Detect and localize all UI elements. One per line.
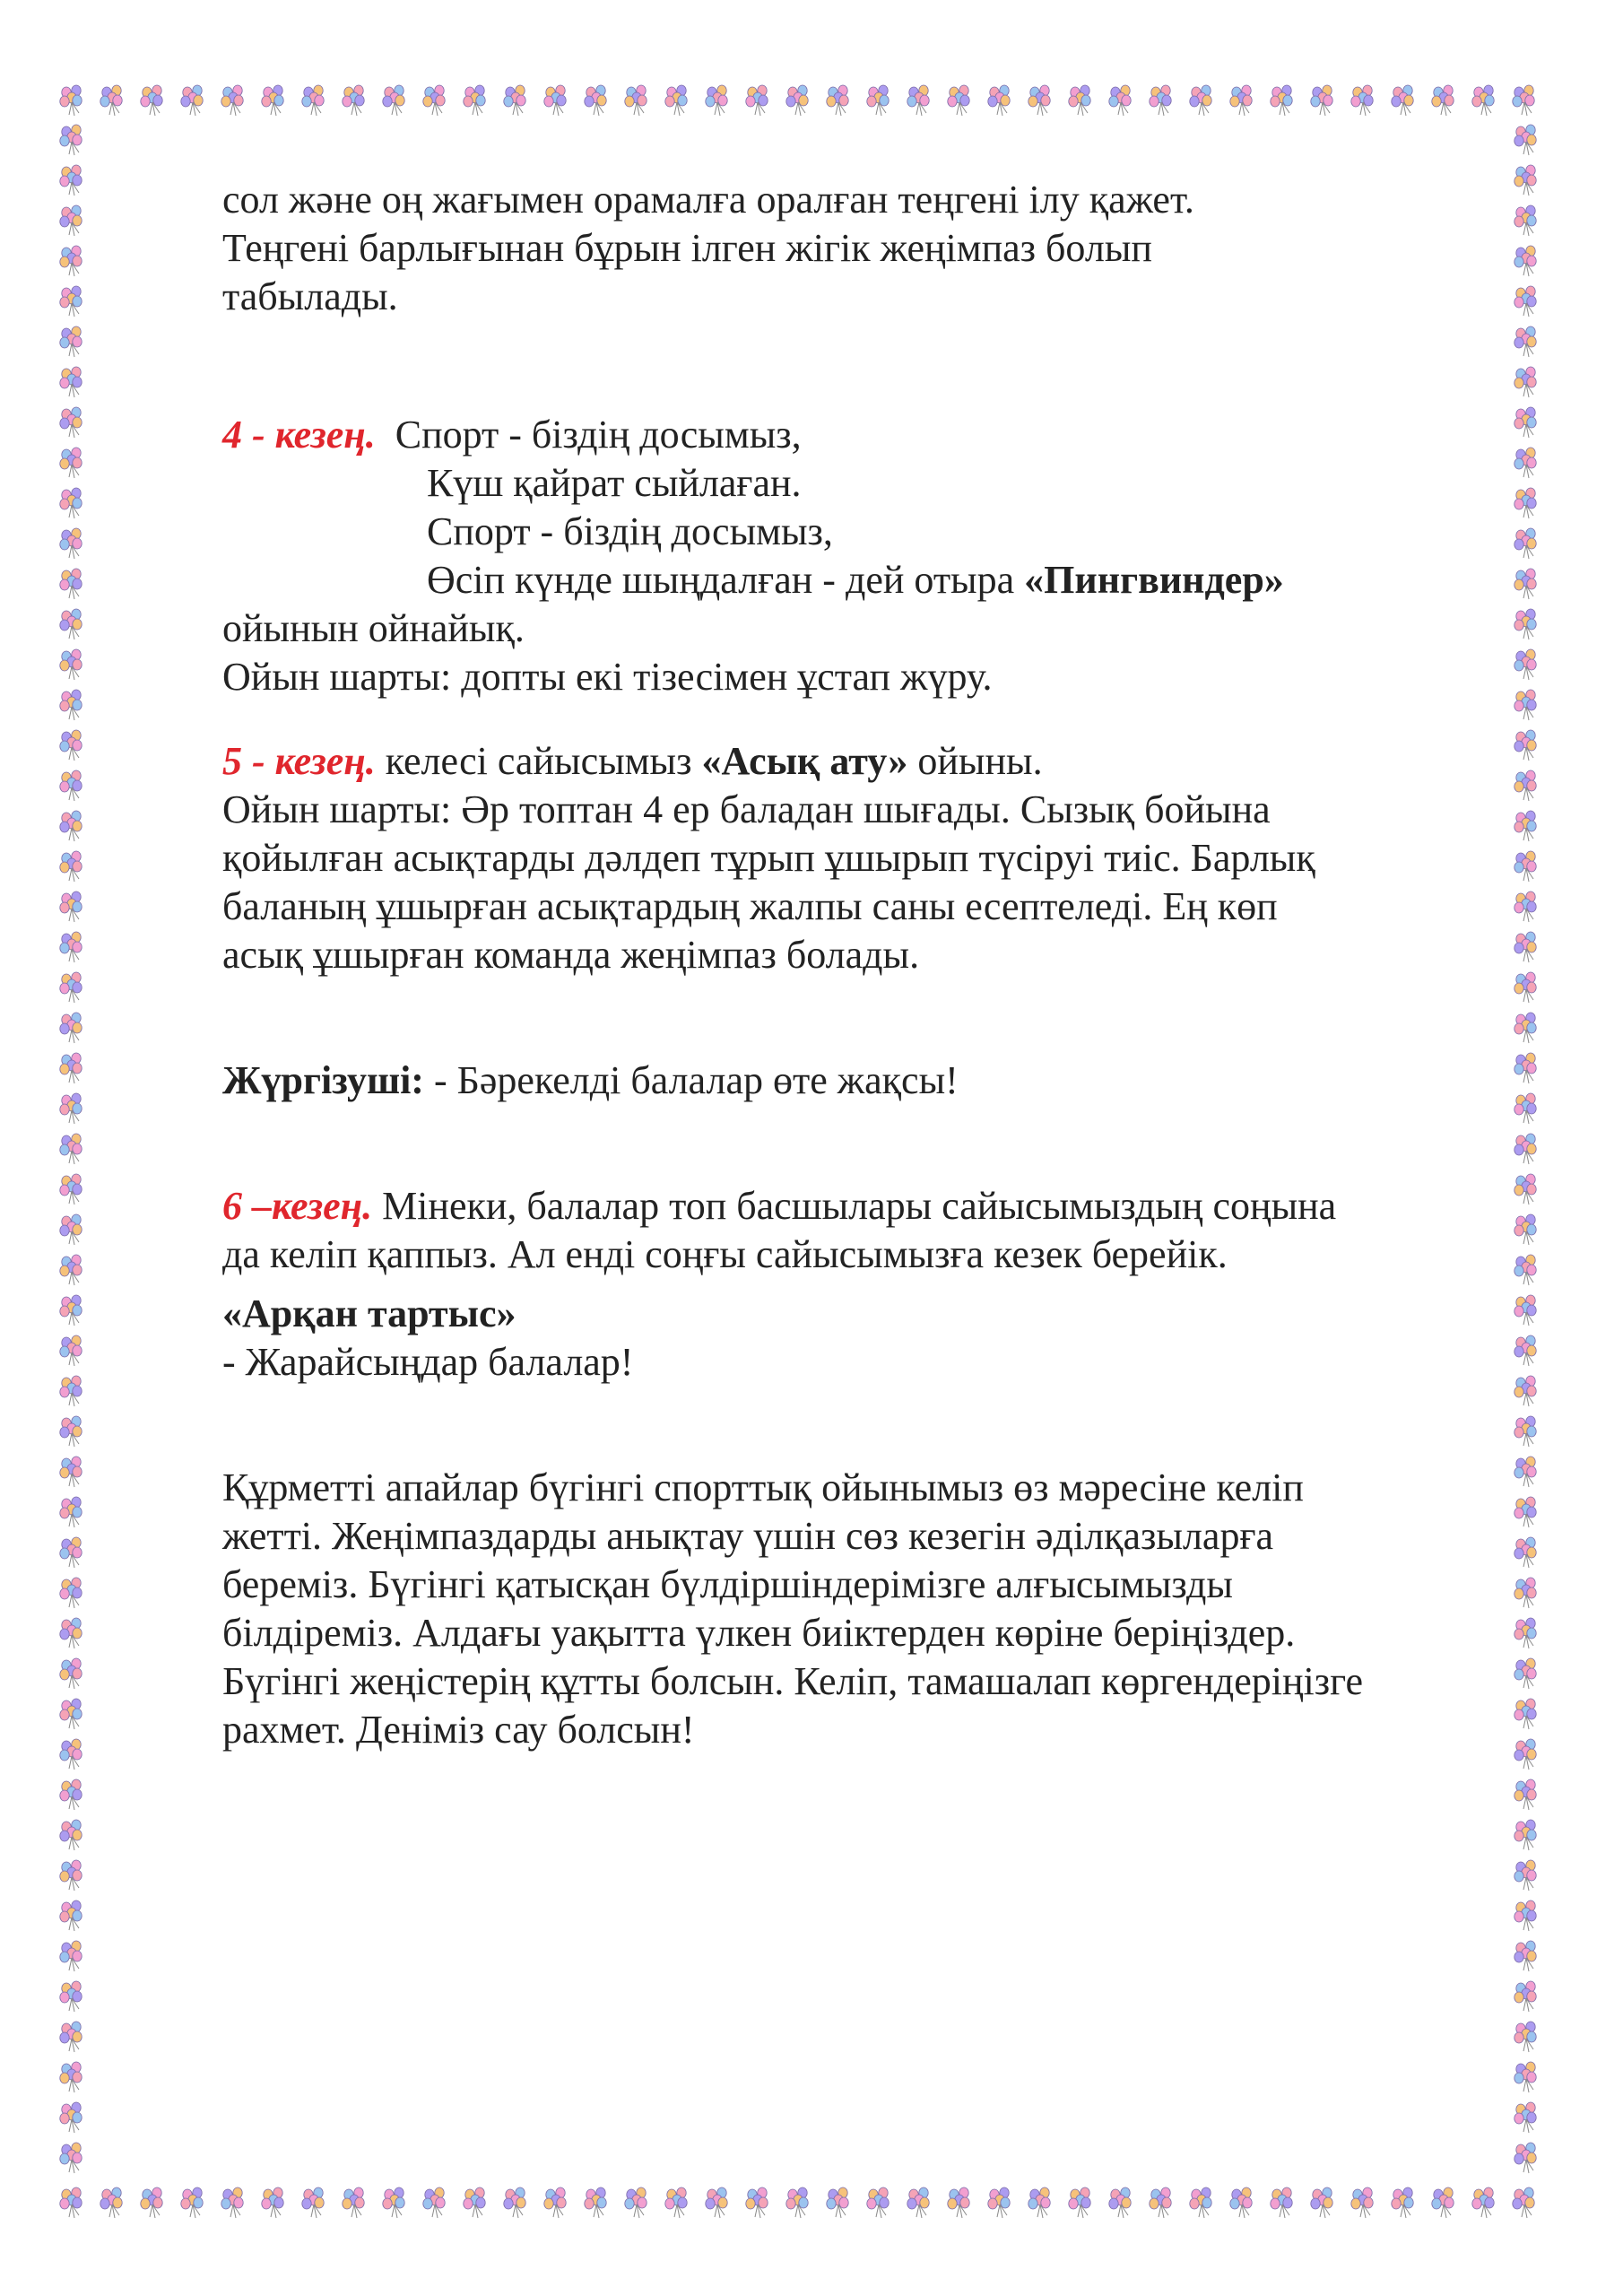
balloon-bunch-icon	[60, 2022, 82, 2052]
balloon-bunch-icon	[1515, 528, 1536, 559]
host-label: Жүргізуші:	[222, 1058, 424, 1102]
closing-line: рахмет. Деніміз сау болсын!	[222, 1708, 695, 1752]
balloon-bunch-icon	[665, 85, 687, 116]
balloon-bunch-icon	[60, 649, 82, 680]
balloon-bunch-icon	[60, 326, 82, 357]
balloon-bunch-icon	[706, 2187, 727, 2218]
balloon-bunch-icon	[544, 85, 566, 116]
balloon-bunch-icon	[60, 1376, 82, 1406]
balloon-bunch-icon	[1515, 1416, 1536, 1447]
balloon-bunch-icon	[60, 1053, 82, 1083]
balloon-bunch-icon	[1028, 85, 1050, 116]
balloon-bunch-icon	[544, 2187, 566, 2218]
balloon-bunch-icon	[60, 1013, 82, 1043]
balloon-bunch-icon	[1230, 85, 1252, 116]
balloon-bunch-icon	[786, 2187, 808, 2218]
stage-6-reply: - Жарайсыңдар балалар!	[222, 1340, 634, 1384]
balloon-bunch-icon	[141, 85, 162, 116]
border-bottom	[52, 2181, 1546, 2221]
intro-paragraph	[222, 176, 1496, 321]
balloon-bunch-icon	[60, 1779, 82, 1810]
balloon-bunch-icon	[585, 2187, 606, 2218]
stage-6-heading-line	[222, 1182, 1496, 1231]
balloon-bunch-icon	[423, 2187, 445, 2218]
border-top	[52, 79, 1546, 118]
balloon-bunch-icon	[1028, 2187, 1050, 2218]
balloon-bunch-icon	[1515, 690, 1536, 720]
balloon-bunch-icon	[423, 85, 445, 116]
balloon-bunch-icon	[60, 2102, 82, 2133]
balloon-bunch-icon	[504, 2187, 525, 2218]
balloon-bunch-icon	[1432, 85, 1454, 116]
balloon-bunch-icon	[1069, 2187, 1090, 2218]
balloon-bunch-icon	[60, 1457, 82, 1487]
balloon-bunch-icon	[1432, 2187, 1454, 2218]
balloon-bunch-icon	[1515, 1335, 1536, 1366]
balloon-bunch-icon	[60, 1900, 82, 1931]
stage-4-verse-line	[222, 411, 1496, 459]
stage-5-rules-line: қойылған асықтарды дәлдеп тұрып ұшырып түсіруі тиіс. Барлық	[222, 836, 1315, 880]
balloon-bunch-icon	[60, 1255, 82, 1285]
balloon-bunch-icon	[786, 85, 808, 116]
balloon-bunch-icon	[1515, 1900, 1536, 1931]
balloon-bunch-icon	[1515, 1053, 1536, 1083]
balloon-bunch-icon	[1515, 569, 1536, 599]
balloon-bunch-icon	[1351, 2187, 1373, 2218]
balloon-bunch-icon	[746, 85, 768, 116]
balloon-bunch-icon	[60, 1497, 82, 1527]
balloon-bunch-icon	[1515, 770, 1536, 801]
stage-5-rules-line: баланың ұшырған асықтардың жалпы саны есептеледі. Ең көп	[222, 884, 1278, 928]
balloon-bunch-icon	[1515, 2062, 1536, 2092]
balloon-bunch-icon	[141, 2187, 162, 2218]
balloon-bunch-icon	[1109, 85, 1131, 116]
balloon-bunch-icon	[706, 85, 727, 116]
balloon-bunch-icon	[1515, 1820, 1536, 1850]
balloon-bunch-icon	[1311, 85, 1332, 116]
balloon-bunch-icon	[1515, 1941, 1536, 1971]
host-text: - Бәрекелді балалар өте жақсы!	[423, 1058, 959, 1102]
host-line	[222, 1057, 1496, 1105]
balloon-bunch-icon	[60, 448, 82, 478]
balloon-bunch-icon	[60, 1214, 82, 1245]
balloon-bunch-icon	[1515, 488, 1536, 518]
balloon-bunch-icon	[100, 85, 122, 116]
balloon-bunch-icon	[907, 85, 929, 116]
balloon-bunch-icon	[60, 1093, 82, 1124]
balloon-bunch-icon	[60, 407, 82, 438]
balloon-bunch-icon	[60, 125, 82, 155]
game-name: «Пингвиндер»	[1024, 558, 1284, 602]
balloon-bunch-icon	[1515, 972, 1536, 1003]
balloon-bunch-icon	[1392, 2187, 1413, 2218]
balloon-bunch-icon	[60, 1134, 82, 1164]
balloon-bunch-icon	[948, 85, 969, 116]
balloon-bunch-icon	[1472, 2187, 1494, 2218]
balloon-bunch-icon	[1069, 85, 1090, 116]
closing-paragraph	[222, 1464, 1496, 1754]
game-name: «Асық ату»	[701, 739, 908, 783]
balloon-bunch-icon	[221, 85, 243, 116]
balloon-bunch-icon	[1515, 1981, 1536, 2012]
balloon-bunch-icon	[383, 85, 404, 116]
balloon-bunch-icon	[60, 286, 82, 317]
stage-5-intro: келесі сайысымыз	[375, 739, 702, 783]
balloon-bunch-icon	[867, 85, 889, 116]
stage-6-label: 6 –кезең.	[222, 1184, 373, 1228]
balloon-bunch-icon	[1351, 85, 1373, 116]
balloon-bunch-icon	[1515, 246, 1536, 276]
balloon-bunch-icon	[1230, 2187, 1252, 2218]
balloon-bunch-icon	[1515, 932, 1536, 962]
stage-5-rules-line: асық ұшырған команда жеңімпаз болады.	[222, 933, 920, 977]
closing-line: Құрметті апайлар бүгінгі спорттық ойынымыз өз мәресіне келіп	[222, 1465, 1304, 1509]
balloon-bunch-icon	[1515, 1497, 1536, 1527]
balloon-bunch-icon	[60, 1860, 82, 1891]
balloon-bunch-icon	[1515, 2143, 1536, 2173]
balloon-bunch-icon	[1515, 1214, 1536, 1245]
balloon-bunch-icon	[1515, 286, 1536, 317]
balloon-bunch-icon	[60, 2062, 82, 2092]
balloon-bunch-icon	[746, 2187, 768, 2218]
balloon-bunch-icon	[1515, 407, 1536, 438]
intro-line: сол және оң жағымен орамалға оралған теңгені ілу қажет.	[222, 178, 1194, 222]
balloon-bunch-icon	[60, 1578, 82, 1608]
balloon-bunch-icon	[1515, 2102, 1536, 2133]
balloon-border-top-icon	[52, 79, 1546, 118]
balloon-bunch-icon	[1392, 85, 1413, 116]
verse-text: Өсіп күнде шыңдалған - дей отыра	[427, 558, 1025, 602]
stage-5-intro: ойыны.	[907, 739, 1043, 783]
verse-text: Спорт - біздің досымыз,	[395, 413, 802, 457]
balloon-bunch-icon	[1472, 85, 1494, 116]
balloon-bunch-icon	[60, 730, 82, 761]
balloon-bunch-icon	[60, 1618, 82, 1648]
balloon-bunch-icon	[181, 85, 203, 116]
balloon-bunch-icon	[1515, 1457, 1536, 1487]
balloon-bunch-icon	[383, 2187, 404, 2218]
balloon-bunch-icon	[1515, 1779, 1536, 1810]
balloon-bunch-icon	[1311, 2187, 1332, 2218]
balloon-bunch-icon	[504, 85, 525, 116]
balloon-bunch-icon	[1515, 1618, 1536, 1648]
verse-line-with-game	[222, 556, 1496, 604]
balloon-bunch-icon	[60, 609, 82, 639]
document-body	[222, 176, 1496, 1754]
balloon-bunch-icon	[1515, 165, 1536, 196]
balloon-bunch-icon	[1515, 1255, 1536, 1285]
balloon-bunch-icon	[1515, 1295, 1536, 1326]
balloon-bunch-icon	[60, 528, 82, 559]
stage-5-heading-line	[222, 737, 1496, 786]
balloon-bunch-icon	[60, 851, 82, 882]
balloon-bunch-icon	[1515, 1699, 1536, 1729]
intro-line: Теңгені барлығынан бұрын ілген жігік жеңімпаз болып	[222, 226, 1152, 270]
balloon-bunch-icon	[60, 811, 82, 841]
balloon-bunch-icon	[1515, 891, 1536, 922]
balloon-bunch-icon	[60, 1981, 82, 2012]
verse-text: Спорт - біздің досымыз,	[427, 509, 833, 553]
balloon-bunch-icon	[1515, 730, 1536, 761]
balloon-bunch-icon	[1515, 649, 1536, 680]
border-left	[52, 79, 91, 2221]
balloon-bunch-icon	[60, 690, 82, 720]
balloon-bunch-icon	[1515, 1860, 1536, 1891]
balloon-bunch-icon	[1515, 609, 1536, 639]
balloon-bunch-icon	[60, 1174, 82, 1205]
balloon-bunch-icon	[60, 1658, 82, 1689]
balloon-bunch-icon	[1515, 326, 1536, 357]
balloon-bunch-icon	[585, 85, 606, 116]
balloon-bunch-icon	[827, 85, 848, 116]
balloon-bunch-icon	[464, 85, 485, 116]
intro-line: табылады.	[222, 274, 398, 318]
balloon-bunch-icon	[60, 1416, 82, 1447]
stage-6-section	[222, 1182, 1496, 1387]
balloon-bunch-icon	[1515, 1578, 1536, 1608]
balloon-bunch-icon	[1515, 1376, 1536, 1406]
balloon-bunch-icon	[625, 2187, 647, 2218]
balloon-bunch-icon	[100, 2187, 122, 2218]
balloon-bunch-icon	[827, 2187, 848, 2218]
balloon-bunch-icon	[60, 1537, 82, 1568]
balloon-bunch-icon	[1515, 1013, 1536, 1043]
balloon-bunch-icon	[1271, 2187, 1292, 2218]
balloon-bunch-icon	[60, 770, 82, 801]
balloon-bunch-icon	[60, 1335, 82, 1366]
balloon-bunch-icon	[665, 2187, 687, 2218]
balloon-bunch-icon	[1515, 851, 1536, 882]
balloon-bunch-icon	[1515, 1093, 1536, 1124]
balloon-bunch-icon	[1515, 367, 1536, 397]
balloon-bunch-icon	[60, 2143, 82, 2173]
balloon-bunch-icon	[60, 891, 82, 922]
balloon-bunch-icon	[60, 1941, 82, 1971]
balloon-bunch-icon	[302, 2187, 324, 2218]
balloon-bunch-icon	[60, 1295, 82, 1326]
stage-4-label: 4 - кезең.	[222, 413, 376, 457]
stage-5-section	[222, 737, 1496, 979]
stage-4-section	[222, 411, 1496, 701]
game-name: «Арқан тартыс»	[222, 1292, 516, 1335]
balloon-bunch-icon	[1190, 85, 1211, 116]
stage-6-line: да келіп қаппыз. Ал енді соңғы сайысымызға кезек берейік.	[222, 1232, 1228, 1276]
balloon-bunch-icon	[1515, 1537, 1536, 1568]
stage-5-label: 5 - кезең.	[222, 739, 376, 783]
balloon-border-bottom-icon	[52, 2181, 1546, 2221]
balloon-bunch-icon	[262, 85, 283, 116]
balloon-bunch-icon	[60, 246, 82, 276]
balloon-bunch-icon	[1515, 1658, 1536, 1689]
balloon-bunch-icon	[1271, 85, 1292, 116]
stage-4-rules: Ойын шарты: допты екі тізесімен ұстап жүру.	[222, 655, 993, 699]
balloon-bunch-icon	[262, 2187, 283, 2218]
balloon-bunch-icon	[343, 2187, 364, 2218]
closing-line: білдіреміз. Алдағы уақытта үлкен биіктерден көріне беріңіздер.	[222, 1611, 1296, 1655]
verse-text: Күш қайрат сыйлаған.	[427, 461, 802, 505]
stage-4-line: ойынын ойнайық.	[222, 606, 525, 650]
balloon-bunch-icon	[1515, 1134, 1536, 1164]
balloon-bunch-icon	[1515, 1739, 1536, 1770]
balloon-bunch-icon	[1109, 2187, 1131, 2218]
balloon-bunch-icon	[1515, 2022, 1536, 2052]
balloon-bunch-icon	[1515, 811, 1536, 841]
balloon-bunch-icon	[867, 2187, 889, 2218]
balloon-bunch-icon	[302, 85, 324, 116]
closing-line: береміз. Бүгінгі қатысқан бүлдіршіндерімізге алғысымызды	[222, 1562, 1233, 1606]
balloon-bunch-icon	[1150, 2187, 1171, 2218]
balloon-bunch-icon	[948, 2187, 969, 2218]
balloon-bunch-icon	[988, 85, 1010, 116]
balloon-border-right-icon	[1506, 79, 1546, 2221]
balloon-bunch-icon	[464, 2187, 485, 2218]
balloon-bunch-icon	[1515, 1174, 1536, 1205]
balloon-bunch-icon	[1150, 85, 1171, 116]
balloon-bunch-icon	[60, 1739, 82, 1770]
balloon-bunch-icon	[60, 932, 82, 962]
balloon-bunch-icon	[60, 165, 82, 196]
stage-6-text: Мінеки, балалар топ басшылары сайысымыздың соңына	[372, 1184, 1337, 1228]
balloon-bunch-icon	[343, 85, 364, 116]
balloon-bunch-icon	[60, 367, 82, 397]
balloon-bunch-icon	[1190, 2187, 1211, 2218]
balloon-bunch-icon	[60, 569, 82, 599]
balloon-bunch-icon	[60, 205, 82, 236]
stage-5-rules-line: Ойын шарты: Әр топтан 4 ер баладан шығады. Сызық бойына	[222, 787, 1271, 831]
balloon-bunch-icon	[181, 2187, 203, 2218]
closing-line: жетті. Жеңімпаздарды анықтау үшін сөз кезегін әділқазыларға	[222, 1514, 1274, 1558]
balloon-bunch-icon	[907, 2187, 929, 2218]
balloon-bunch-icon	[1515, 125, 1536, 155]
host-section	[222, 1057, 1496, 1105]
balloon-border-left-icon	[52, 79, 91, 2221]
balloon-bunch-icon	[60, 488, 82, 518]
closing-line: Бүгінгі жеңістерің құтты болсын. Келіп, тамашалап көргендеріңізге	[222, 1659, 1364, 1703]
balloon-bunch-icon	[988, 2187, 1010, 2218]
balloon-bunch-icon	[625, 85, 647, 116]
balloon-bunch-icon	[1515, 448, 1536, 478]
border-right	[1506, 79, 1546, 2221]
balloon-bunch-icon	[1515, 205, 1536, 236]
balloon-bunch-icon	[221, 2187, 243, 2218]
balloon-bunch-icon	[60, 972, 82, 1003]
balloon-bunch-icon	[60, 1820, 82, 1850]
balloon-bunch-icon	[60, 1699, 82, 1729]
